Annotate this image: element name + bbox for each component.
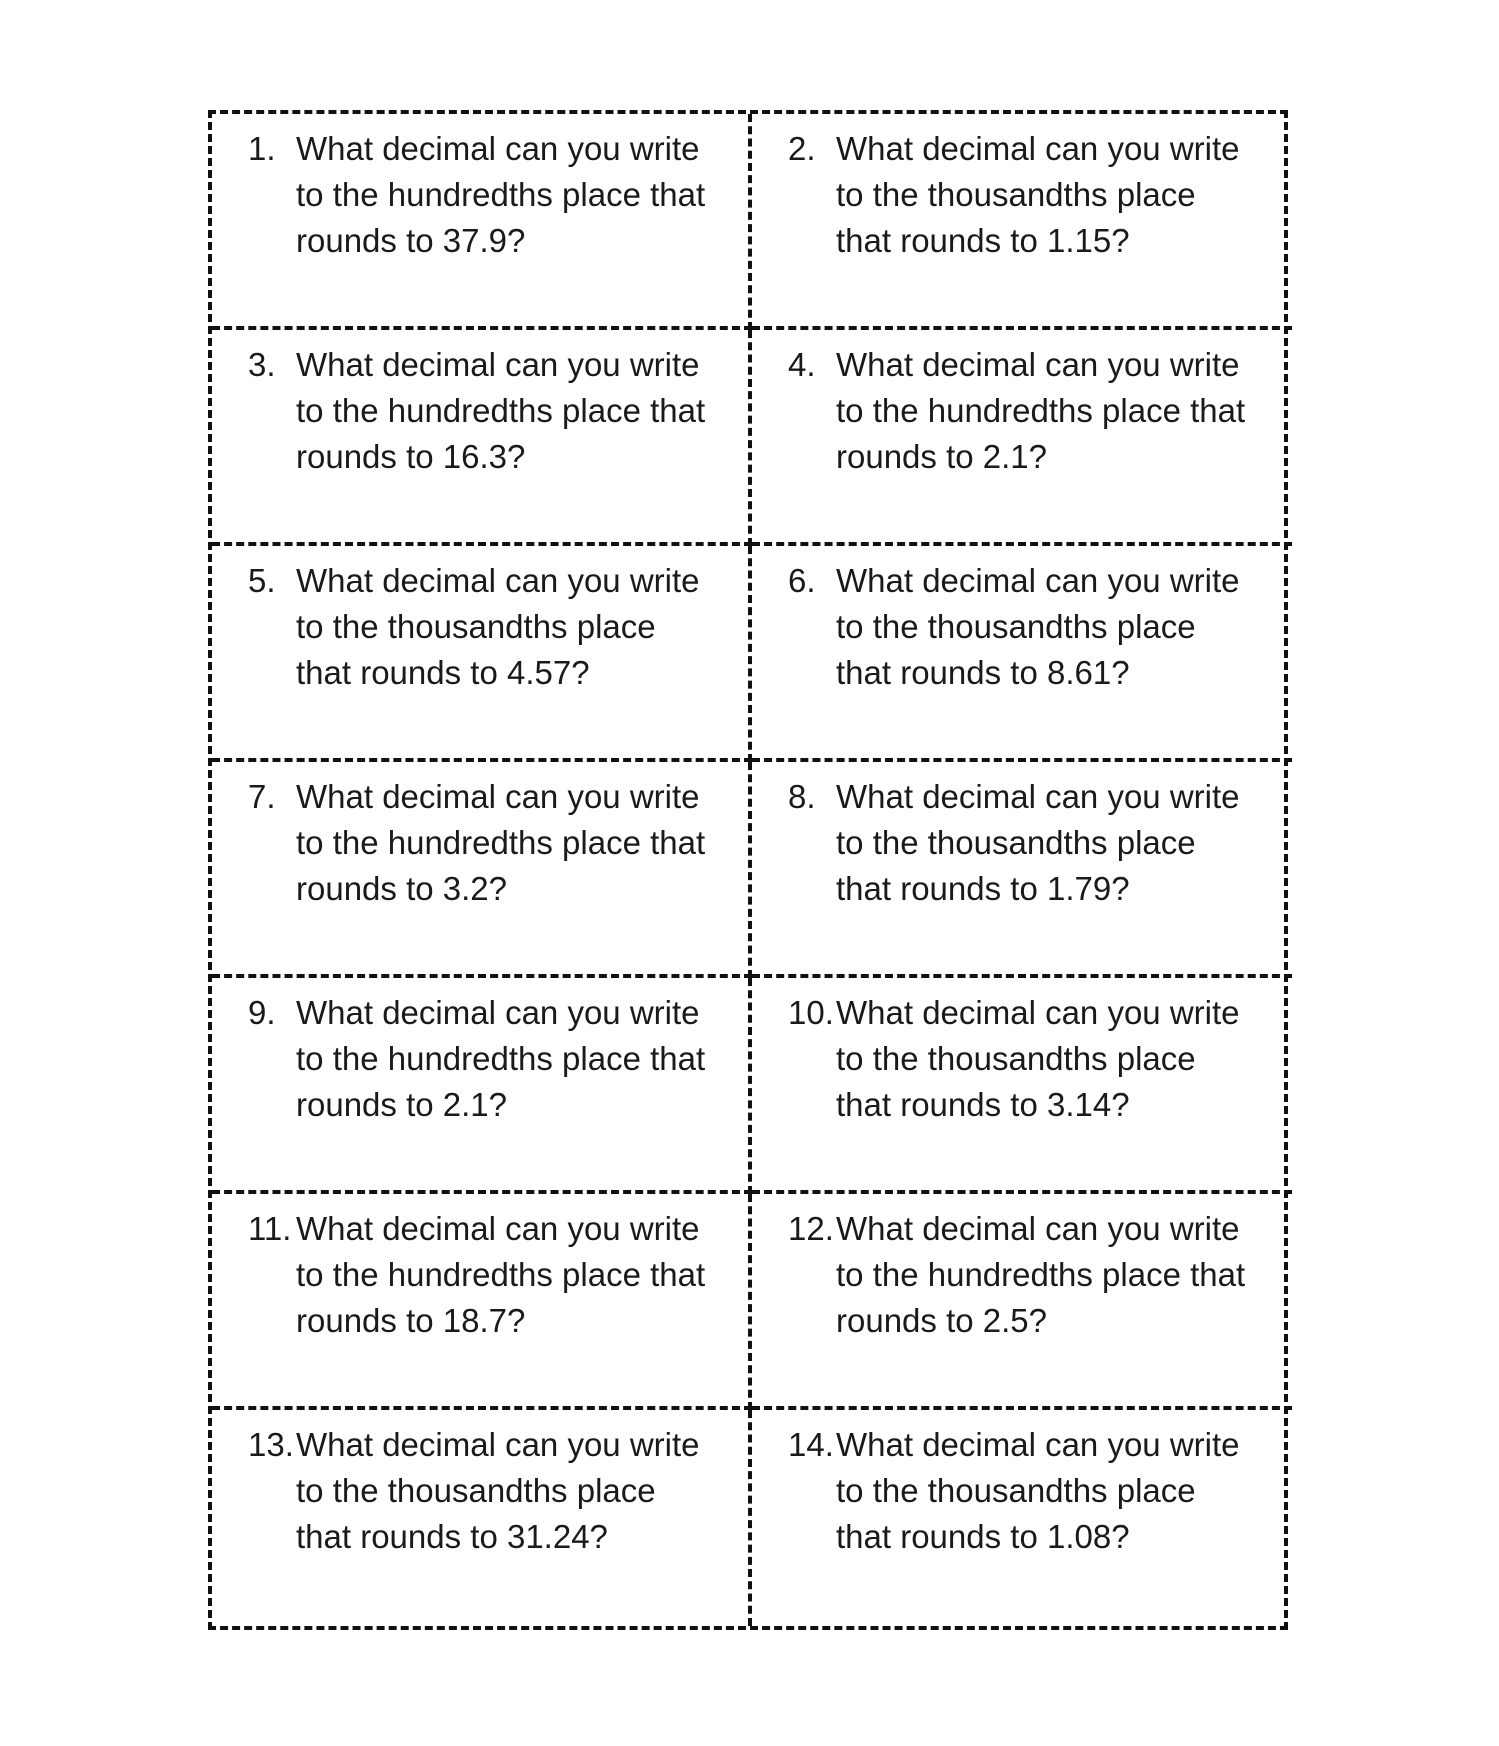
question-line: What decimal can you write [296,346,700,383]
question-item [788,558,1282,696]
question-item [788,342,1282,480]
question-line: that rounds to 31.24? [296,1518,608,1555]
question-line: to the hundredths place that [296,1256,706,1293]
question-text [296,1206,738,1344]
question-item [248,774,738,912]
question-number: 1. [248,130,276,167]
question-text [836,1422,1282,1560]
question-line: to the thousandths place [296,608,656,645]
question-line: to the hundredths place that [836,392,1246,429]
question-item [248,126,738,264]
task-card-13 [212,1410,752,1626]
question-text [296,774,738,912]
task-card-6 [752,546,1292,762]
question-text [296,126,738,264]
question-line: to the thousandths place [836,608,1196,645]
question-text [836,990,1282,1128]
question-item [788,1206,1282,1344]
question-text [296,558,738,696]
question-item [248,990,738,1128]
question-number: 12. [788,1210,834,1247]
question-text [296,990,738,1128]
task-card-7 [212,762,752,978]
question-line: to the hundredths place that [836,1256,1246,1293]
question-item [788,126,1282,264]
question-line: to the hundredths place that [296,176,706,213]
question-line: What decimal can you write [296,130,700,167]
question-line: to the thousandths place [836,1472,1196,1509]
question-number: 14. [788,1426,834,1463]
question-text [836,126,1282,264]
question-line: rounds to 2.1? [296,1086,507,1123]
question-text [296,1422,738,1560]
question-number: 13. [248,1426,294,1463]
task-card-grid [208,110,1288,1630]
question-item [788,1422,1282,1560]
question-line: What decimal can you write [836,562,1240,599]
question-number: 6. [788,562,816,599]
task-card-12 [752,1194,1292,1410]
question-number: 2. [788,130,816,167]
question-line: What decimal can you write [836,994,1240,1031]
question-line: rounds to 2.1? [836,438,1047,475]
question-number: 10. [788,994,834,1031]
question-item [248,558,738,696]
question-line: rounds to 2.5? [836,1302,1047,1339]
question-item [248,1422,738,1560]
question-line: What decimal can you write [296,778,700,815]
question-line: that rounds to 4.57? [296,654,590,691]
task-card-5 [212,546,752,762]
question-line: What decimal can you write [296,994,700,1031]
question-line: that rounds to 1.08? [836,1518,1130,1555]
question-text [836,774,1282,912]
question-line: rounds to 18.7? [296,1302,526,1339]
question-number: 9. [248,994,276,1031]
question-line: What decimal can you write [836,778,1240,815]
question-number: 4. [788,346,816,383]
question-line: to the thousandths place [836,824,1196,861]
question-line: What decimal can you write [836,1210,1240,1247]
question-line: What decimal can you write [296,1426,700,1463]
question-line: that rounds to 1.79? [836,870,1130,907]
question-line: rounds to 37.9? [296,222,526,259]
question-line: that rounds to 1.15? [836,222,1130,259]
question-item [248,342,738,480]
question-item [248,1206,738,1344]
question-line: What decimal can you write [836,346,1240,383]
question-line: rounds to 16.3? [296,438,526,475]
task-card-4 [752,330,1292,546]
question-number: 7. [248,778,276,815]
question-line: What decimal can you write [836,1426,1240,1463]
question-text [836,1206,1282,1344]
question-number: 5. [248,562,276,599]
question-line: that rounds to 8.61? [836,654,1130,691]
question-item [788,990,1282,1128]
question-number: 8. [788,778,816,815]
task-card-8 [752,762,1292,978]
question-line: What decimal can you write [296,1210,700,1247]
question-line: to the hundredths place that [296,392,706,429]
question-number: 11. [248,1210,292,1247]
question-line: that rounds to 3.14? [836,1086,1130,1123]
question-item [788,774,1282,912]
question-line: to the hundredths place that [296,1040,706,1077]
question-line: rounds to 3.2? [296,870,507,907]
question-line: to the thousandths place [836,1040,1196,1077]
question-text [836,342,1282,480]
task-card-2 [752,114,1292,330]
question-line: What decimal can you write [296,562,700,599]
question-text [296,342,738,480]
question-number: 3. [248,346,276,383]
question-line: to the hundredths place that [296,824,706,861]
question-line: What decimal can you write [836,130,1240,167]
question-line: to the thousandths place [836,176,1196,213]
task-card-10 [752,978,1292,1194]
question-text [836,558,1282,696]
task-card-1 [212,114,752,330]
task-card-14 [752,1410,1292,1626]
task-card-11 [212,1194,752,1410]
question-line: to the thousandths place [296,1472,656,1509]
task-card-9 [212,978,752,1194]
task-card-3 [212,330,752,546]
